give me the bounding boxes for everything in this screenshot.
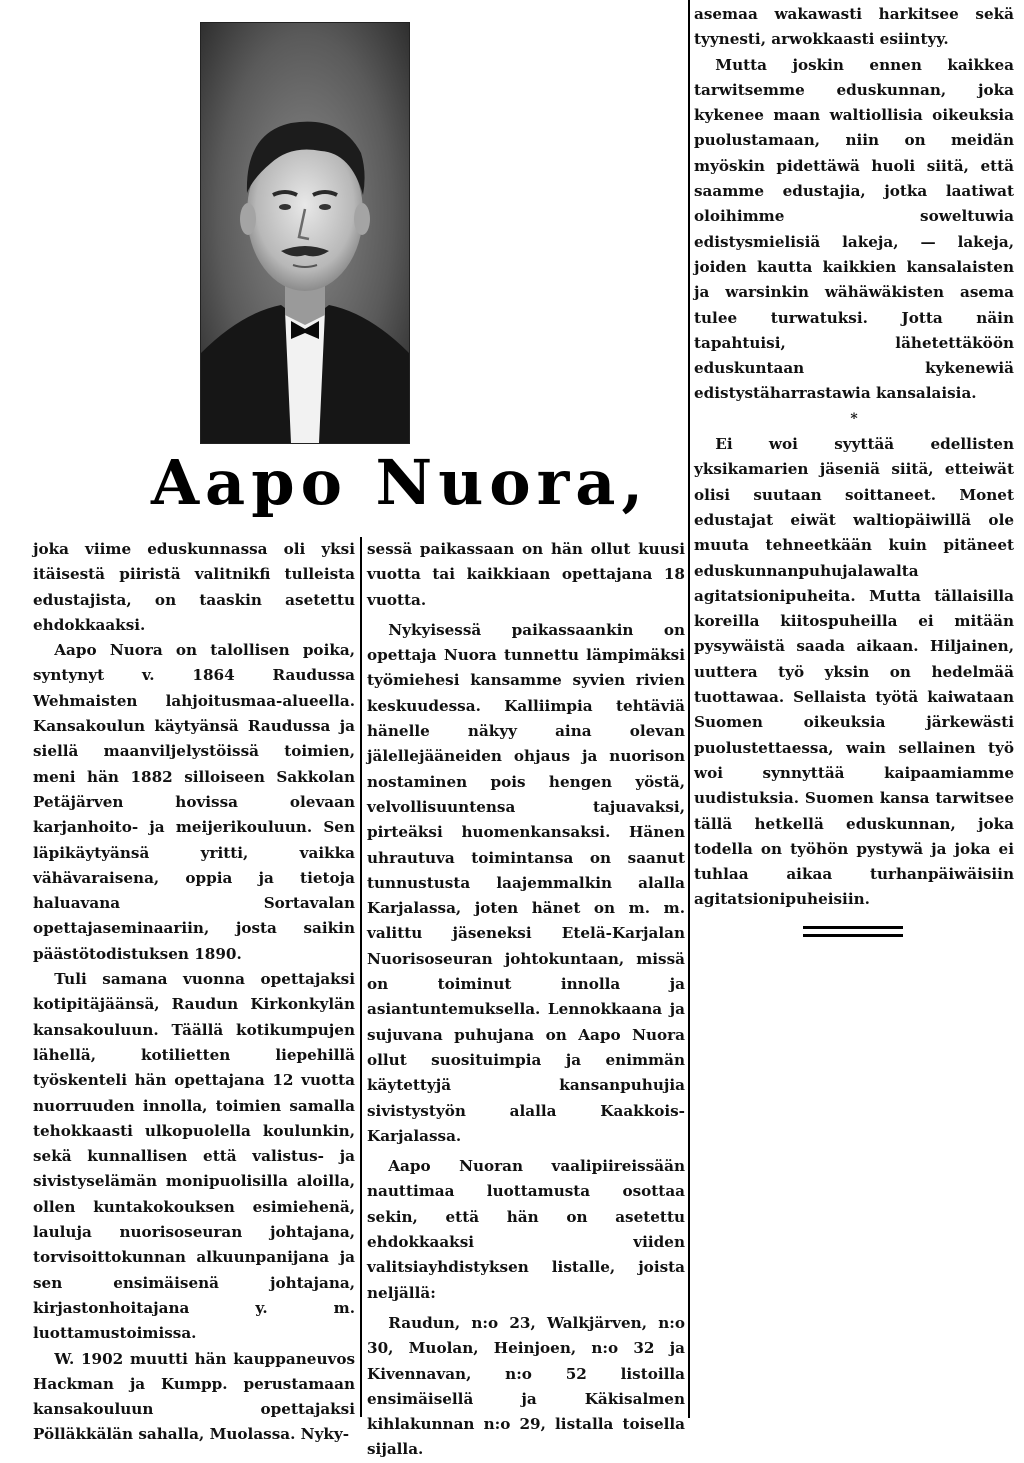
end-rule-bottom <box>803 934 903 937</box>
paragraph: Tuli samana vuonna opettajaksi kotipitäjäänsä, Raudun Kirkonkylän kansakouluun. Täällä kotikumpujen lähellä, kotilietten liepehillä työskenteli hän opettajana 12 vuotta nuorruuden innolla, toimien samalla tehokkaasti ulkopuolella koulunkin, sekä kunnallisen että valistus- ja sivistyselämän monipuolisilla aloilla, ollen kuntakokouksen esimiehenä, lauluja nuorisoseuran johtajana, torvisoittokunnan alkuunpanijana ja sen ensimäisenä johtajana, kirjastonhoitajana y. m. luottamustoimissa. <box>33 970 355 1343</box>
article-column-middle <box>367 537 685 1463</box>
paragraph: sessä paikassaan on hän ollut kuusi vuotta tai kaikkiaan opettajana 18 vuotta. <box>367 540 685 609</box>
end-rule-top <box>803 926 903 929</box>
article-column-right <box>694 2 1014 913</box>
headline: Aapo Nuora, <box>150 446 650 519</box>
paragraph: Raudun, n:o 23, Walkjärven, n:o 30, Muolan, Heinjoen, n:o 32 ja Kivennavan, n:o 52 listoilla ensimäisellä ja Käkisalmen kihlakunnan n:o 29, listalla toisella sijalla. <box>367 1313 685 1459</box>
column-divider <box>688 0 690 1418</box>
paragraph: Ei woi syyttää edellisten yksikamarien jäseniä siitä, etteiwät olisi suutaan soittaneet. Monet edustajat eiwät waltiopäiwillä ole muuta tehneetkään kuin pitäneet eduskunnanpuhujalawalta agitatsionipuheita. Mutta tällaisilla koreilla kiitospuheilla ei mitään pysywäistä saada aikaan. Hiljainen, uuttera työ yksin on hedelmää tuottawaa. Sellaista työtä kaiwataan Suomen oikeuksia järkewästi puolustettaessa, wain sellainen työ woi synnyttää kaipaamiamme uudistuksia. Suomen kansa tarwitsee tällä hetkellä eduskunnan, joka todella on työhön pystywä ja joka ei tuhlaa aikaa turhanpäiwäisiin agitatsionipuheisiin. <box>694 435 1014 909</box>
paragraph: joka viime eduskunnassa oli yksi itäisestä piiristä valitnikfi tulleista edustajista, on taaskin asetettu ehdokkaaksi. <box>33 540 355 634</box>
paragraph: W. 1902 muutti hän kauppaneuvos Hackman ja Kumpp. perustamaan kansakouluun opettajaksi Pölläkkälän sahalla, Muolassa. Nyky- <box>33 1349 355 1444</box>
article-column-left <box>33 537 355 1448</box>
section-separator-star: * <box>850 410 858 427</box>
paragraph: Nykyisessä paikassaankin on opettaja Nuora tunnettu lämpimäksi työmiehesi kansamme syvien rivien keskuudessa. Kalliimpia tehtäviä hänelle näkyy aina olevan jälellejääneiden ohjaus ja nuorison nostaminen pois hengen yöstä, velvollisuuntensa tajuavaksi, pirteäksi huomenkansaksi. Hänen uhrautuva toimintansa on saanut tunnustusta laajemmalkin alalla Karjalassa, joten hänet on m. m. valittu jäseneksi Etelä-Karjalan Nuorisoseuran johtokuntaan, missä on toiminut innolla ja asiantuntemuksella. Lennokkaana ja sujuvana puhujana on Aapo Nuora ollut suosituimpia ja enimmän käytettyjä kansanpuhujia sivistystyön alalla Kaakkois-Karjalassa. <box>367 620 685 1145</box>
paragraph: asemaa wakawasti harkitsee sekä tyynesti, arwokkaasti esiintyy. <box>694 5 1014 49</box>
paragraph: Aapo Nuoran vaalipiireissään nauttimaa luottamusta osottaa sekin, että hän on asetettu ehdokkaaksi viiden valitsiayhdistyksen listalle, joista neljällä: <box>367 1157 685 1302</box>
paragraph: Aapo Nuora on talollisen poika, syntynyt v. 1864 Raudussa Wehmaisten lahjoitusmaa-alueella. Kansakoulun käytyänsä Raudussa ja siellä maanviljelystöissä toimien, meni hän 1882 silloiseen Sakkolan Petäjärven hovissa olevaan karjanhoito- ja meijerikouluun. Sen läpikäytyänsä yritti, vaikka vähävaraisena, oppia ja tietoja haluavana Sortavalan opettajaseminaariin, josta saikin päästötodistuksen 1890. <box>33 641 355 963</box>
paragraph: Mutta joskin ennen kaikkea tarwitsemme eduskunnan, joka kykenee maan waltiollisia oikeuksia puolustamaan, niin on meidän myöskin pidettäwä huoli siitä, että saamme edustajia, jotka laatiwat oloihimme soweltuwia edistysmielisiä lakeja, — lakeja, joiden kautta kaikkien kansalaisten ja warsinkin wähäwäkisten asema tulee turwatuksi. Jotta näin tapahtuisi, lähetettäköön eduskuntaan kykenewiä edistystäharrastawia kansalaisia. <box>694 55 1014 403</box>
column-divider <box>360 537 362 1417</box>
portrait-photo <box>200 22 410 444</box>
